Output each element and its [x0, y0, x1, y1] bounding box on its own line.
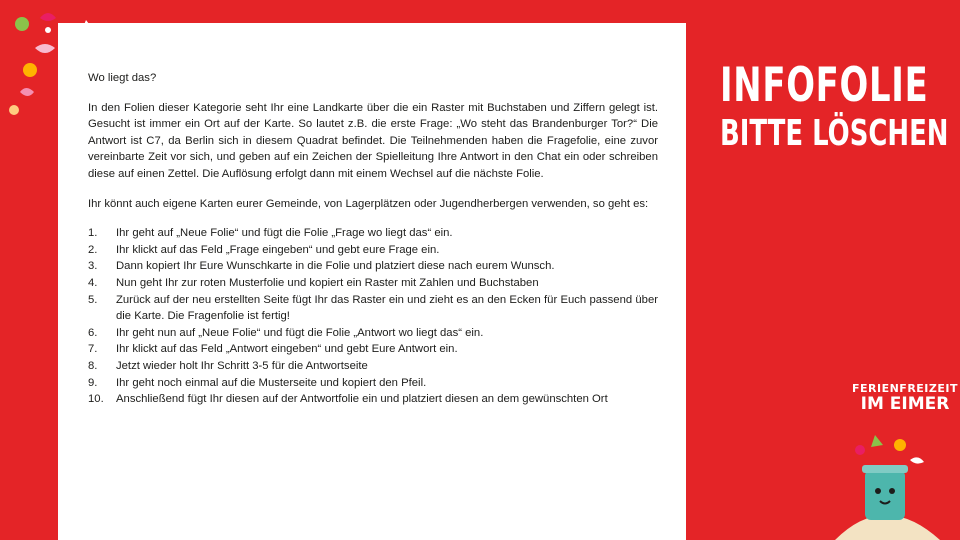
list-item: 4. Nun geht Ihr zur roten Musterfolie und kopiert ein Raster mit Zahlen und Buchstaben [88, 276, 539, 289]
page-title: Wo liegt das? [88, 72, 157, 84]
logo-text: FERIENFREIZEIT IM EIMER [852, 382, 958, 414]
infofolie-banner [720, 58, 949, 154]
list-item: 7. Ihr klickt auf das Feld „Antwort eingeben“ und gebt Eure Antwort ein. [88, 343, 458, 356]
list-item: 8. Jetzt wieder holt Ihr Schritt 3-5 für die Antwortseite [88, 359, 368, 372]
banner-title: INFOFOLIE [720, 58, 929, 113]
banner-subtitle: BITTE LÖSCHEN [720, 113, 949, 154]
list-item: 10. Anschließend fügt Ihr diesen auf der Antwortfolie ein und platziert diesen an dem gewünschten Ort [88, 393, 608, 406]
list-item: 6. Ihr geht nun auf „Neue Folie“ und fügt die Folie „Antwort wo liegt das“ ein. [88, 326, 484, 339]
list-item: 9. Ihr geht noch einmal auf die Musterseite und kopiert den Pfeil. [88, 376, 427, 389]
ferienfreizeit-logo [830, 375, 958, 540]
list-item: 5. Zurück auf der neu erstellten Seite fügt Ihr das Raster ein und zieht es an den Ecken für Euch passend über die Karte. Die Fragenfolie ist fertig! [88, 293, 658, 323]
bucket-mascot-icon [830, 415, 940, 540]
instructions-text [88, 70, 658, 408]
intro-paragraph: In den Folien dieser Kategorie seht Ihr eine Landkarte über die ein Raster mit Buchstaben und Ziffern gelegt ist. Gesucht ist immer ein Ort auf der Karte. So lautet z.B. die erste Frage: „Wo steht das Brandenburger Tor?“ Die Antwort ist C7, da Berlin sich in diesem Quadrat befindet. Die Teilnehmenden haben die Fragefolie, eine zuvor vereinbarte Zeit vor sich, und geben auf ein Zeichen der Spielleitung Ihre Antwort in den Chat ein oder schreiben diese auf einen Zettel. Die Auflösung erfolgt dann mit einem Wechsel auf die nächste Folie. [88, 101, 658, 180]
steps-list [88, 225, 658, 408]
own-maps-paragraph: Ihr könnt auch eigene Karten eurer Gemeinde, von Lagerplätzen oder Jugendherbergen verwenden, so geht es: [88, 197, 649, 210]
list-item: 3. Dann kopiert Ihr Eure Wunschkarte in die Folie und platziert diese nach eurem Wunsch. [88, 260, 555, 273]
list-item: 1. Ihr geht auf „Neue Folie“ und fügt die Folie „Frage wo liegt das“ ein. [88, 227, 453, 240]
list-item: 2. Ihr klickt auf das Feld „Frage eingeben“ und gebt eure Frage ein. [88, 243, 440, 256]
